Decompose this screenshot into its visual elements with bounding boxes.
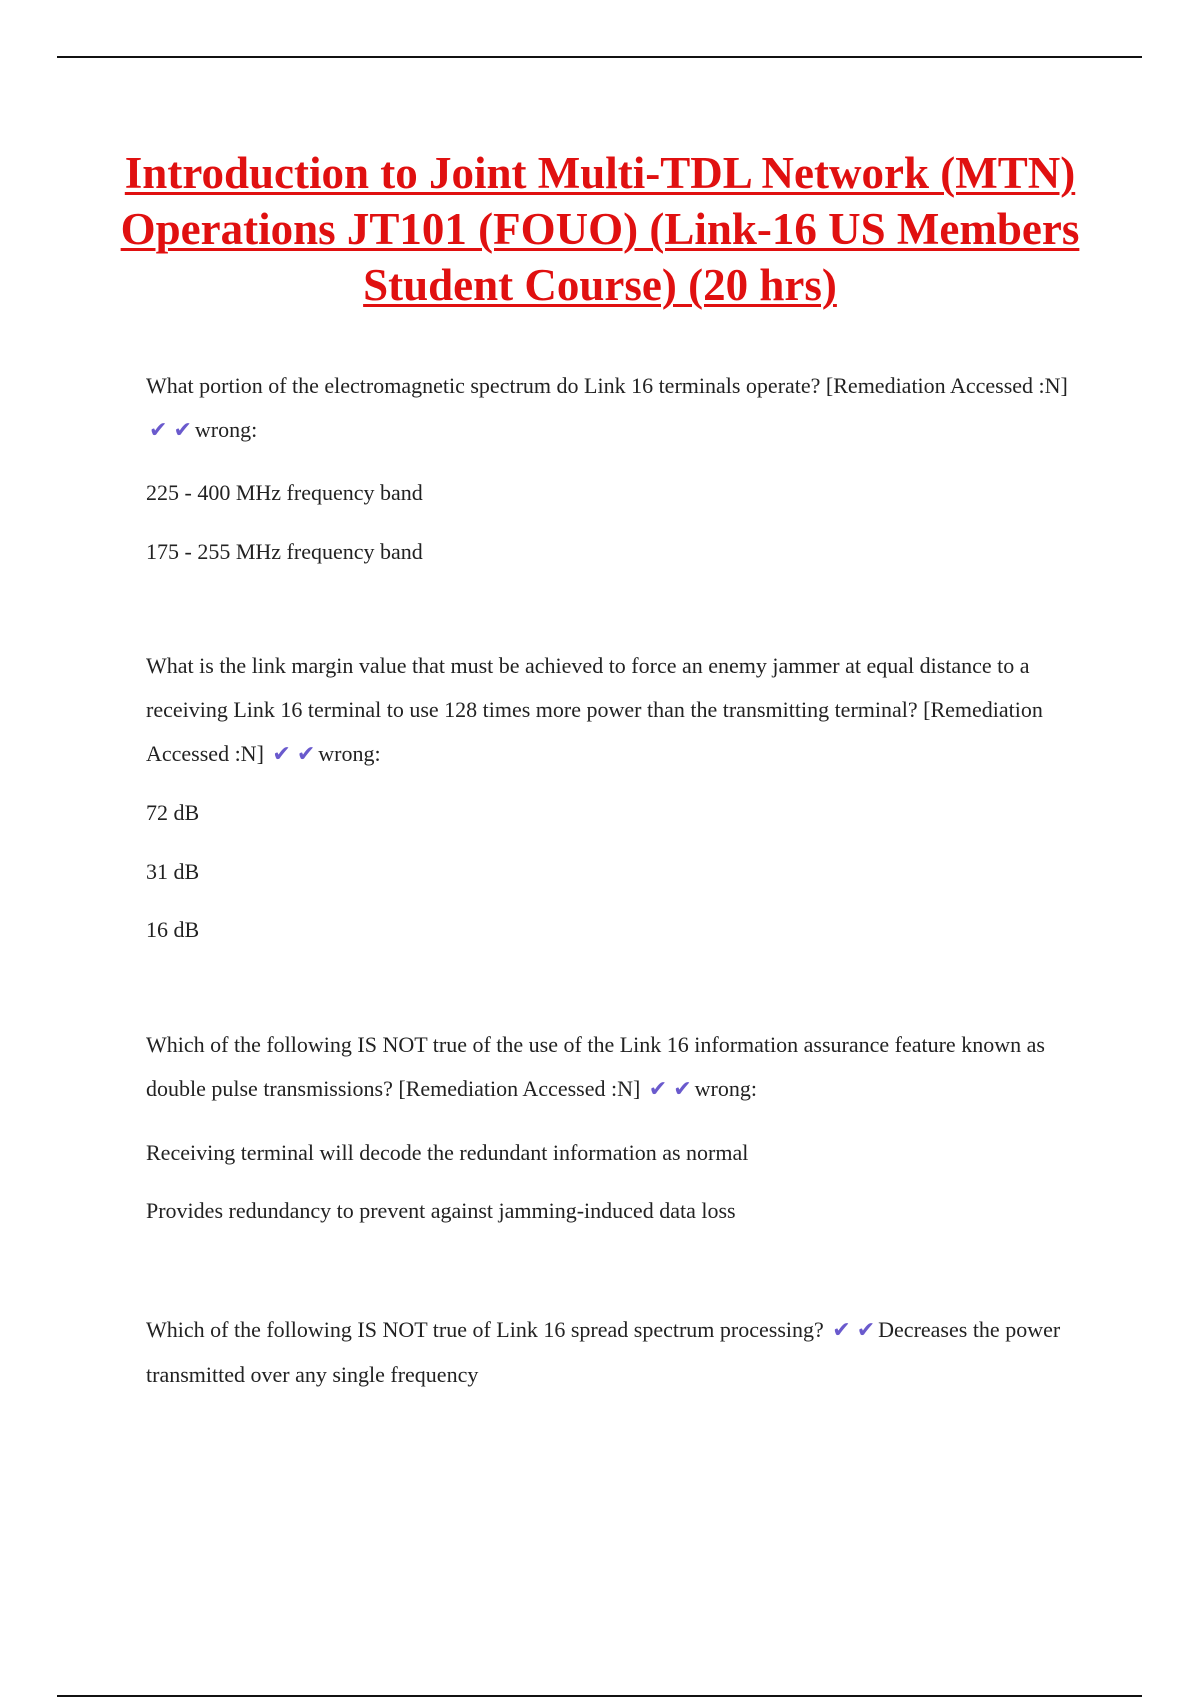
answer: 16 dB bbox=[146, 917, 200, 942]
checkmark-icon: ✔ bbox=[173, 418, 192, 443]
checkmark-icon: ✔ bbox=[832, 1318, 851, 1343]
answer: 225 - 400 MHz frequency band bbox=[146, 480, 423, 505]
question-4: Which of the following IS NOT true of Link 16 spread spectrum processing? ✔ ✔ Decreases the power transmitted over any single frequency bbox=[146, 1308, 1086, 1397]
answer: 175 - 255 MHz frequency band bbox=[146, 539, 423, 564]
answer: Provides redundancy to prevent against jamming-induced data loss bbox=[146, 1198, 736, 1223]
answer: Receiving terminal will decode the redundant information as normal bbox=[146, 1140, 749, 1165]
question-2: What is the link margin value that must be achieved to force an enemy jammer at equal distance to a receiving Link 16 terminal to use 128 times more power than the transmitting terminal? [Remediation Accessed :N] ✔ ✔ wrong: bbox=[146, 644, 1086, 777]
checkmark-icon: ✔ bbox=[673, 1077, 692, 1102]
checkmark-icon: ✔ bbox=[272, 742, 291, 767]
answer: 31 dB bbox=[146, 859, 200, 884]
checkmark-icon: ✔ bbox=[856, 1318, 876, 1343]
top-rule bbox=[57, 56, 1142, 58]
answer: 72 dB bbox=[146, 800, 200, 825]
question-1: What portion of the electromagnetic spectrum do Link 16 terminals operate? [Remediation Accessed :N] ✔ ✔ wrong: bbox=[146, 364, 1086, 453]
document-title: Introduction to Joint Multi-TDL Network (MTN) Operations JT101 (FOUO) (Link-16 US Members Student Course) (20 hrs) bbox=[120, 148, 1080, 310]
checkmark-icon: ✔ bbox=[149, 418, 168, 443]
checkmark-icon: ✔ bbox=[296, 742, 316, 767]
checkmark-icon: ✔ bbox=[648, 1077, 668, 1102]
question-3: Which of the following IS NOT true of the use of the Link 16 information assurance feature known as double pulse transmissions? [Remediation Accessed :N] ✔ ✔ wrong: bbox=[146, 1023, 1086, 1112]
bottom-rule bbox=[57, 1695, 1142, 1697]
